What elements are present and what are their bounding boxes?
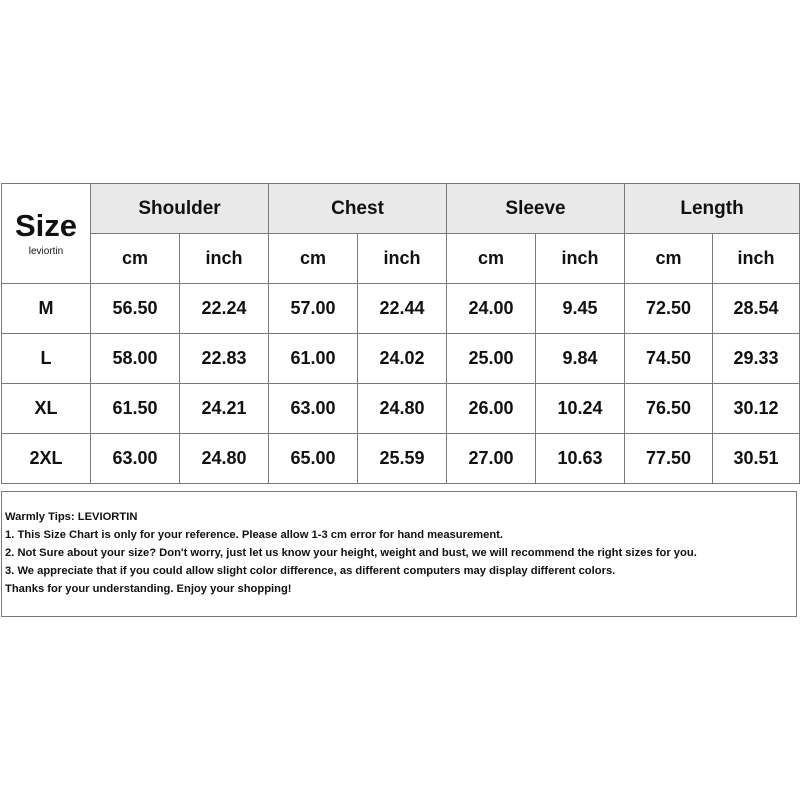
header-length: Length <box>625 184 800 234</box>
brand-label: leviortin <box>28 245 64 257</box>
header-sleeve: Sleeve <box>447 184 625 234</box>
sleeve-cm-value: 27.00 <box>447 434 536 484</box>
sleeve-inch-value: 10.63 <box>536 434 625 484</box>
unit-length-inch: inch <box>713 234 800 284</box>
shoulder-cm-value: 63.00 <box>91 434 180 484</box>
sleeve-inch-value: 9.84 <box>536 334 625 384</box>
table-row <box>2 334 800 384</box>
unit-shoulder-inch: inch <box>180 234 269 284</box>
unit-shoulder-cm: cm <box>91 234 180 284</box>
length-cm-value: 74.50 <box>625 334 713 384</box>
chest-cm-value: 63.00 <box>269 384 358 434</box>
chest-inch-value: 24.80 <box>358 384 447 434</box>
chest-inch-value: 24.02 <box>358 334 447 384</box>
tip-line-1: 1. This Size Chart is only for your reference. Please allow 1-3 cm error for hand measurement. <box>5 529 504 541</box>
unit-header-row <box>2 234 800 284</box>
chest-inch-value: 22.44 <box>358 284 447 334</box>
length-cm-value: 72.50 <box>625 284 713 334</box>
size-label: L <box>2 334 91 384</box>
length-inch-value: 30.12 <box>713 384 800 434</box>
shoulder-inch-value: 24.21 <box>180 384 269 434</box>
unit-sleeve-cm: cm <box>447 234 536 284</box>
size-chart-table <box>1 183 800 484</box>
tip-line-3: 3. We appreciate that if you could allow slight color difference, as different computers may display different colors. <box>5 565 616 577</box>
size-label: XL <box>2 384 91 434</box>
shoulder-inch-value: 22.24 <box>180 284 269 334</box>
size-label: 2XL <box>2 434 91 484</box>
chest-cm-value: 61.00 <box>269 334 358 384</box>
table-row <box>2 434 800 484</box>
shoulder-cm-value: 56.50 <box>91 284 180 334</box>
unit-chest-cm: cm <box>269 234 358 284</box>
sleeve-inch-value: 10.24 <box>536 384 625 434</box>
chest-inch-value: 25.59 <box>358 434 447 484</box>
shoulder-inch-value: 24.80 <box>180 434 269 484</box>
sleeve-cm-value: 24.00 <box>447 284 536 334</box>
length-cm-value: 77.50 <box>625 434 713 484</box>
table-row <box>2 284 800 334</box>
header-chest: Chest <box>269 184 447 234</box>
size-label: M <box>2 284 91 334</box>
sleeve-inch-value: 9.45 <box>536 284 625 334</box>
chest-cm-value: 57.00 <box>269 284 358 334</box>
unit-length-cm: cm <box>625 234 713 284</box>
unit-chest-inch: inch <box>358 234 447 284</box>
shoulder-cm-value: 61.50 <box>91 384 180 434</box>
tip-line-2: 2. Not Sure about your size? Don't worry, just let us know your height, weight and bust, we will recommend the right sizes for you. <box>5 547 697 559</box>
sleeve-cm-value: 26.00 <box>447 384 536 434</box>
chest-cm-value: 65.00 <box>269 434 358 484</box>
sleeve-cm-value: 25.00 <box>447 334 536 384</box>
size-header-cell <box>2 184 91 284</box>
length-inch-value: 30.51 <box>713 434 800 484</box>
tips-heading: Warmly Tips: LEVIORTIN <box>5 511 138 523</box>
header-shoulder: Shoulder <box>91 184 269 234</box>
table-row <box>2 384 800 434</box>
shoulder-inch-value: 22.83 <box>180 334 269 384</box>
tips-box <box>1 491 797 617</box>
shoulder-cm-value: 58.00 <box>91 334 180 384</box>
length-inch-value: 28.54 <box>713 284 800 334</box>
unit-sleeve-inch: inch <box>536 234 625 284</box>
length-cm-value: 76.50 <box>625 384 713 434</box>
length-inch-value: 29.33 <box>713 334 800 384</box>
tips-closing: Thanks for your understanding. Enjoy your shopping! <box>5 583 292 595</box>
size-title: Size <box>14 207 78 243</box>
measurement-header-row <box>2 184 800 234</box>
